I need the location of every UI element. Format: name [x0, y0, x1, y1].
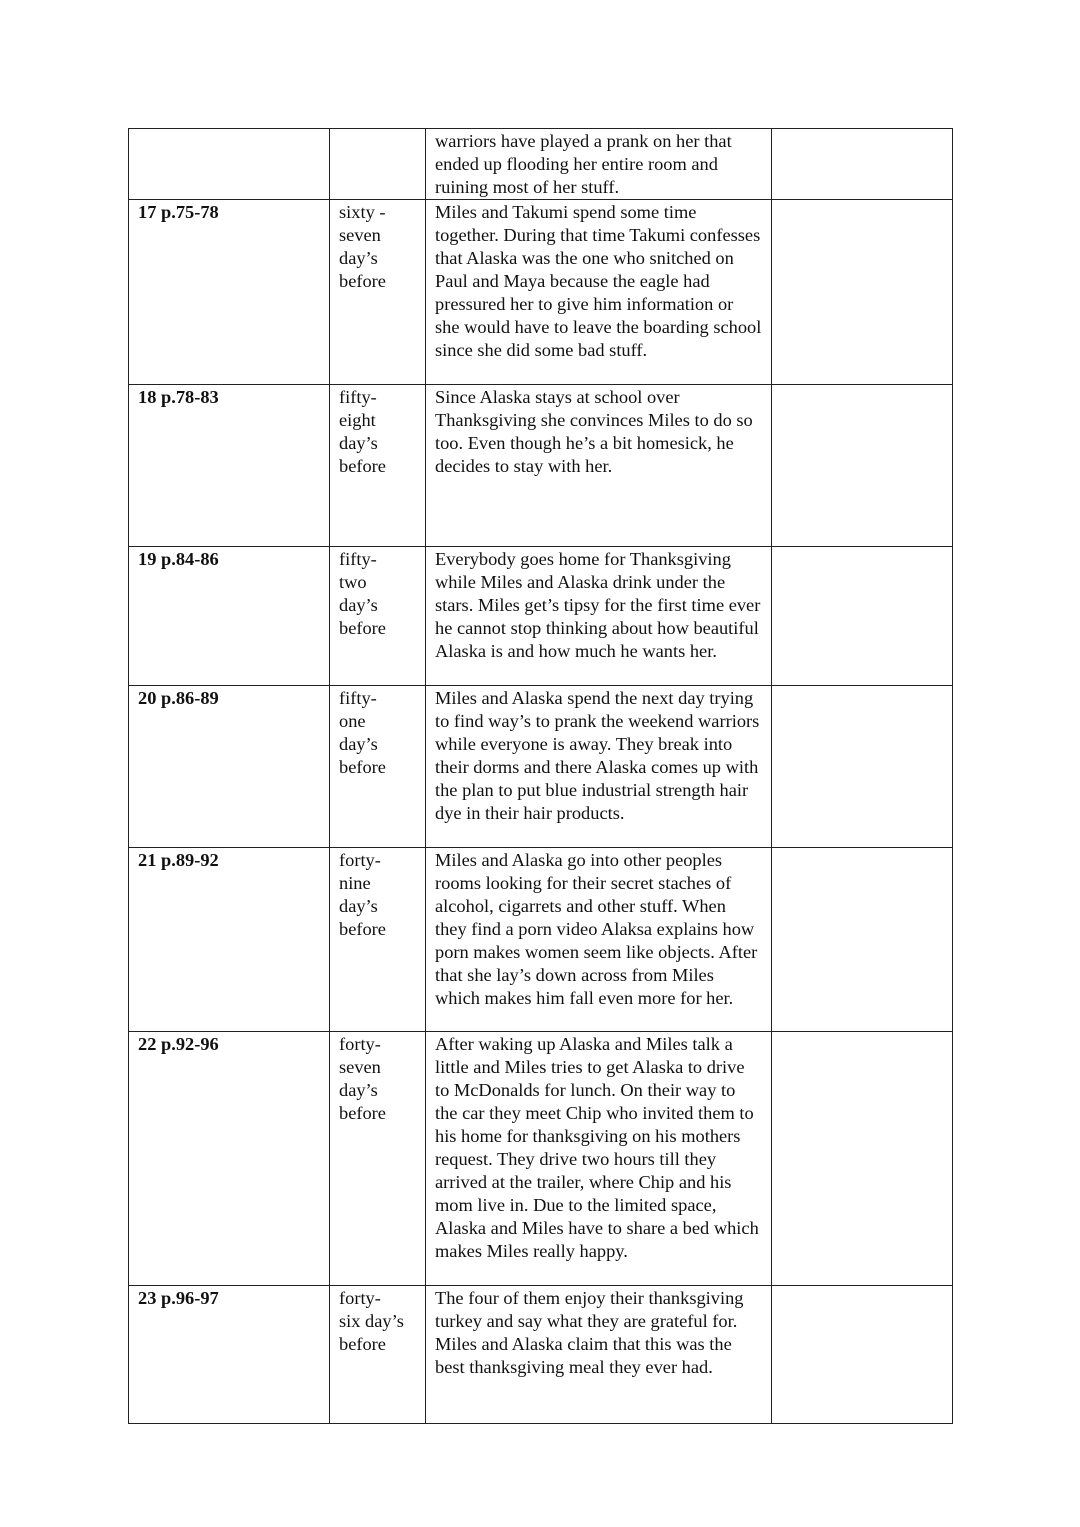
chapter-cell: 21 p.89-92	[129, 848, 330, 1032]
chapter-summary-table	[128, 128, 953, 1424]
table-row	[129, 129, 953, 200]
table-row	[129, 848, 953, 1032]
chapter-cell: 20 p.86-89	[129, 686, 330, 848]
summary-cell: Miles and Alaska go into other peoples rooms looking for their secret staches of alcohol, cigarrets and other stuff. When they find a porn video Alaksa explains how porn makes women seem like objects. After that she lay’s down across from Miles which makes him fall even more for her.	[426, 848, 772, 1032]
chapter-cell: 23 p.96-97	[129, 1286, 330, 1424]
summary-cell: Miles and Takumi spend some time together. During that time Takumi confesses that Alaska was the one who snitched on Paul and Maya because the eagle had pressured her to give him information or she would have to leave the boarding school since she did some bad stuff.	[426, 200, 772, 385]
chapter-cell	[129, 129, 330, 200]
table-row	[129, 1286, 953, 1424]
time-cell: fifty- two day’s before	[330, 547, 426, 686]
chapter-cell: 19 p.84-86	[129, 547, 330, 686]
summary-cell: Since Alaska stays at school over Thanksgiving she convinces Miles to do so too. Even though he’s a bit homesick, he decides to stay with her.	[426, 385, 772, 547]
chapter-cell: 17 p.75-78	[129, 200, 330, 385]
table-row	[129, 1032, 953, 1286]
table-row	[129, 547, 953, 686]
time-cell: sixty - seven day’s before	[330, 200, 426, 385]
time-cell: forty- six day’s before	[330, 1286, 426, 1424]
time-cell	[330, 129, 426, 200]
chapter-cell: 18 p.78-83	[129, 385, 330, 547]
notes-cell	[772, 385, 953, 547]
time-cell: forty- seven day’s before	[330, 1032, 426, 1286]
table-row	[129, 200, 953, 385]
notes-cell	[772, 1032, 953, 1286]
summary-cell: The four of them enjoy their thanksgiving turkey and say what they are grateful for. Miles and Alaska claim that this was the best thanksgiving meal they ever had.	[426, 1286, 772, 1424]
table-row	[129, 385, 953, 547]
table-row	[129, 686, 953, 848]
time-cell: fifty- one day’s before	[330, 686, 426, 848]
summary-cell: warriors have played a prank on her that ended up flooding her entire room and ruining most of her stuff.	[426, 129, 772, 200]
summary-cell: Miles and Alaska spend the next day trying to find way’s to prank the weekend warriors while everyone is away. They break into their dorms and there Alaska comes up with the plan to put blue industrial strength hair dye in their hair products.	[426, 686, 772, 848]
summary-cell: Everybody goes home for Thanksgiving while Miles and Alaska drink under the stars. Miles get’s tipsy for the first time ever he cannot stop thinking about how beautiful Alaska is and how much he wants her.	[426, 547, 772, 686]
chapter-cell: 22 p.92-96	[129, 1032, 330, 1286]
summary-cell: After waking up Alaska and Miles talk a little and Miles tries to get Alaska to drive to McDonalds for lunch. On their way to the car they meet Chip who invited them to his home for thanksgiving on his mothers request. They drive two hours till they arrived at the trailer, where Chip and his mom live in. Due to the limited space, Alaska and Miles have to share a bed which makes Miles really happy.	[426, 1032, 772, 1286]
notes-cell	[772, 1286, 953, 1424]
time-cell: forty- nine day’s before	[330, 848, 426, 1032]
notes-cell	[772, 200, 953, 385]
time-cell: fifty- eight day’s before	[330, 385, 426, 547]
notes-cell	[772, 848, 953, 1032]
notes-cell	[772, 129, 953, 200]
notes-cell	[772, 686, 953, 848]
notes-cell	[772, 547, 953, 686]
